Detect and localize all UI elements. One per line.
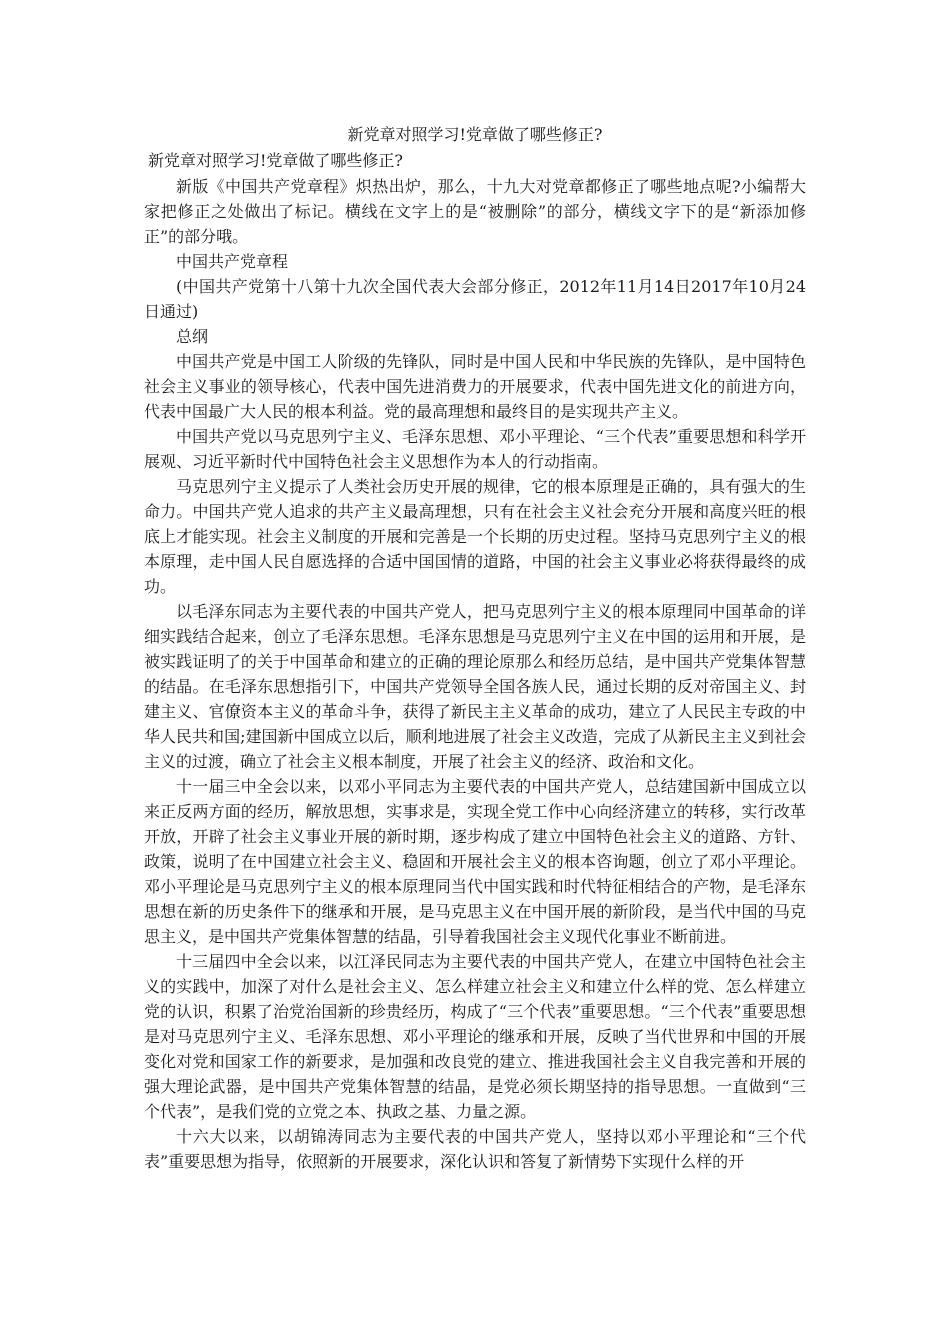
document-page bbox=[144, 122, 806, 1174]
body-paragraph: 十一届三中全会以来，以邓小平同志为主要代表的中国共产党人，总结建国新中国成立以来正反两方面的经历，解放思想，实事求是，实现全党工作中心向经济建立的转移，实行改革开放，开辟了社会主义事业开展的新时期，逐步构成了建立中国特色社会主义的道路、方针、政策，说明了在中国建立社会主义、稳固和开展社会主义的根本咨询题，创立了邓小平理论。邓小平理论是马克思列宁主义的根本原理同当代中国实践和时代特征相结合的产物，是毛泽东思想在新的历史条件下的继承和开展，是马克思主义在中国开展的新阶段，是当代中国的马克思主义，是中国共产党集体智慧的结晶，引导着我国社会主义现代化事业不断前进。 bbox=[144, 777, 806, 946]
intro-paragraph: 新版《中国共产党章程》炽热出炉，那么，十九大对党章都修正了哪些地点呢?小编帮大家把修正之处做出了标记。横线在文字上的是“被删除”的部分，横线文字下的是“新添加修正”的部分哦。 bbox=[144, 177, 806, 246]
charter-heading: 中国共产党章程 bbox=[176, 252, 289, 271]
body-paragraph: 十六大以来，以胡锦涛同志为主要代表的中国共产党人，坚持以邓小平理论和“三个代表”重要思想为指导，依照新的开展要求，深化认识和答复了新情势下实现什么样的开 bbox=[144, 1127, 806, 1171]
body-paragraph: 马克思列宁主义提示了人类社会历史开展的规律，它的根本原理是正确的，具有强大的生命力。中国共产党人追求的共产主义最高理想，只有在社会主义社会充分开展和高度兴旺的根底上才能实现。社会主义制度的开展和完善是一个长期的历史过程。坚持马克思列宁主义的根本原理，走中国人民自愿选择的合适中国国情的道路，中国的社会主义事业必将获得最终的成功。 bbox=[144, 477, 806, 596]
body-paragraph: 十三届四中全会以来，以江泽民同志为主要代表的中国共产党人，在建立中国特色社会主义的实践中，加深了对什么是社会主义、怎么样建立社会主义和建立什么样的党、怎么样建立党的认识，积累了治党治国新的珍贵经历，构成了“三个代表”重要思想。“三个代表”重要思想是对马克思列宁主义、毛泽东思想、邓小平理论的继承和开展，反映了当代世界和中国的开展变化对党和国家工作的新要求，是加强和改良党的建立、推进我国社会主义自我完善和开展的强大理论武器，是中国共产党集体智慧的结晶，是党必须长期坚持的指导思想。一直做到“三个代表”，是我们党的立党之本、执政之基、力量之源。 bbox=[144, 952, 806, 1121]
body-paragraph: 以毛泽东同志为主要代表的中国共产党人，把马克思列宁主义的根本原理同中国革命的详细实践结合起来，创立了毛泽东思想。毛泽东思想是马克思列宁主义在中国的运用和开展，是被实践证明了的关于中国革命和建立的正确的理论原那么和经历总结，是中国共产党集体智慧的结晶。在毛泽东思想指引下，中国共产党领导全国各族人民，通过长期的反对帝国主义、封建主义、官僚资本主义的革命斗争，获得了新民主主义革命的成功，建立了人民民主专政的中华人民共和国;建国新中国成立以后，顺利地进展了社会主义改造，完成了从新民主主义到社会主义的过渡，确立了社会主义根本制度，开展了社会主义的经济、政治和文化。 bbox=[144, 602, 806, 771]
document-subtitle: 新党章对照学习!党章做了哪些修正? bbox=[148, 151, 404, 170]
body-paragraph: 中国共产党是中国工人阶级的先锋队，同时是中国人民和中华民族的先锋队，是中国特色社会主义事业的领导核心，代表中国先进消费力的开展要求，代表中国先进文化的前进方向，代表中国最广大人民的根本利益。党的最高理想和最终目的是实现共产主义。 bbox=[144, 352, 806, 421]
document-title: 新党章对照学习!党章做了哪些修正? bbox=[347, 125, 603, 144]
body-paragraph: 中国共产党以马克思列宁主义、毛泽东思想、邓小平理论、“三个代表”重要思想和科学开展观、习近平新时代中国特色社会主义思想作为本人的行动指南。 bbox=[144, 427, 806, 471]
general-program-heading: 总纲 bbox=[176, 327, 209, 346]
charter-amendment-note: (中国共产党第十八第十九次全国代表大会部分修正，2012年11月14日2017年10月24日通过) bbox=[144, 277, 806, 321]
